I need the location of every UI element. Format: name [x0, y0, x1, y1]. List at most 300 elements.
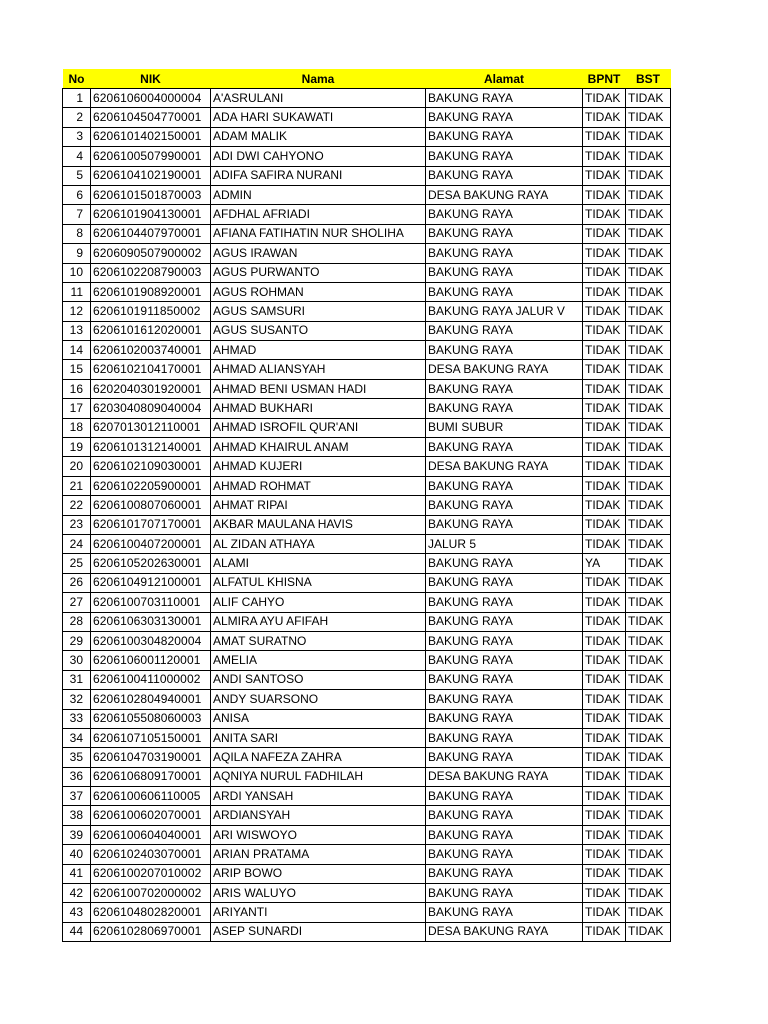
cell-bpnt: TIDAK: [583, 670, 626, 689]
cell-bpnt: TIDAK: [583, 438, 626, 457]
cell-nik: 6206101402150001: [91, 127, 211, 146]
cell-nama: AKBAR MAULANA HAVIS: [211, 515, 426, 534]
cell-alamat: BAKUNG RAYA: [426, 205, 583, 224]
table-row: [63, 166, 671, 185]
cell-bpnt: YA: [583, 554, 626, 573]
cell-bpnt: TIDAK: [583, 573, 626, 592]
cell-nama: ALIF CAHYO: [211, 593, 426, 612]
cell-nama: AHMAD KHAIRUL ANAM: [211, 438, 426, 457]
cell-bpnt: TIDAK: [583, 767, 626, 786]
cell-no: 5: [63, 166, 91, 185]
cell-no: 4: [63, 147, 91, 166]
table-row: [63, 593, 671, 612]
cell-nik: 6206107105150001: [91, 728, 211, 747]
cell-bst: TIDAK: [626, 806, 671, 825]
cell-no: 29: [63, 631, 91, 650]
cell-no: 15: [63, 360, 91, 379]
cell-nama: ADI DWI CAHYONO: [211, 147, 426, 166]
cell-nama: A'ASRULANI: [211, 89, 426, 108]
cell-bst: TIDAK: [626, 476, 671, 495]
cell-nama: AHMAD ROHMAT: [211, 476, 426, 495]
cell-no: 18: [63, 418, 91, 437]
cell-bst: TIDAK: [626, 224, 671, 243]
cell-nik: 6206102109030001: [91, 457, 211, 476]
cell-alamat: BAKUNG RAYA: [426, 903, 583, 922]
cell-alamat: DESA BAKUNG RAYA: [426, 457, 583, 476]
cell-no: 7: [63, 205, 91, 224]
cell-nama: ARIAN PRATAMA: [211, 845, 426, 864]
cell-nik: 6206102208790003: [91, 263, 211, 282]
cell-nama: AGUS IRAWAN: [211, 244, 426, 263]
cell-no: 43: [63, 903, 91, 922]
cell-alamat: DESA BAKUNG RAYA: [426, 360, 583, 379]
cell-nik: 6206101904130001: [91, 205, 211, 224]
header-nik: NIK: [91, 69, 211, 89]
cell-no: 13: [63, 321, 91, 340]
cell-bst: TIDAK: [626, 89, 671, 108]
cell-alamat: JALUR 5: [426, 534, 583, 553]
cell-bst: TIDAK: [626, 554, 671, 573]
cell-nama: AHMAD ISROFIL QUR'ANI: [211, 418, 426, 437]
table-row: [63, 108, 671, 127]
cell-no: 20: [63, 457, 91, 476]
cell-alamat: BAKUNG RAYA: [426, 89, 583, 108]
cell-alamat: BAKUNG RAYA: [426, 166, 583, 185]
cell-bst: TIDAK: [626, 108, 671, 127]
cell-no: 32: [63, 690, 91, 709]
cell-bpnt: TIDAK: [583, 360, 626, 379]
cell-bpnt: TIDAK: [583, 282, 626, 301]
cell-alamat: BAKUNG RAYA: [426, 573, 583, 592]
table-row: [63, 748, 671, 767]
cell-nama: AHMAD: [211, 341, 426, 360]
cell-bst: TIDAK: [626, 864, 671, 883]
cell-alamat: BAKUNG RAYA: [426, 884, 583, 903]
cell-bpnt: TIDAK: [583, 864, 626, 883]
cell-bpnt: TIDAK: [583, 321, 626, 340]
cell-alamat: BAKUNG RAYA: [426, 399, 583, 418]
cell-no: 21: [63, 476, 91, 495]
table-row: [63, 321, 671, 340]
cell-alamat: BAKUNG RAYA: [426, 651, 583, 670]
cell-bpnt: TIDAK: [583, 612, 626, 631]
cell-bst: TIDAK: [626, 341, 671, 360]
table-row: [63, 903, 671, 922]
cell-bpnt: TIDAK: [583, 399, 626, 418]
cell-nik: 6206101501870003: [91, 185, 211, 204]
cell-alamat: BAKUNG RAYA: [426, 748, 583, 767]
cell-alamat: BAKUNG RAYA: [426, 554, 583, 573]
cell-alamat: BAKUNG RAYA: [426, 438, 583, 457]
table-row: [63, 476, 671, 495]
cell-nik: 6206100702000002: [91, 884, 211, 903]
cell-bpnt: TIDAK: [583, 690, 626, 709]
table-row: [63, 690, 671, 709]
cell-no: 37: [63, 787, 91, 806]
cell-nama: ADA HARI SUKAWATI: [211, 108, 426, 127]
cell-bst: TIDAK: [626, 457, 671, 476]
cell-alamat: BAKUNG RAYA: [426, 825, 583, 844]
cell-nik: 6206105508060003: [91, 709, 211, 728]
cell-alamat: BAKUNG RAYA: [426, 845, 583, 864]
cell-no: 42: [63, 884, 91, 903]
cell-nik: 6206102804940001: [91, 690, 211, 709]
cell-no: 16: [63, 379, 91, 398]
table-row: [63, 825, 671, 844]
cell-nama: ARIYANTI: [211, 903, 426, 922]
cell-alamat: BAKUNG RAYA: [426, 108, 583, 127]
cell-bst: TIDAK: [626, 438, 671, 457]
cell-nama: ARDI YANSAH: [211, 787, 426, 806]
cell-bpnt: TIDAK: [583, 166, 626, 185]
cell-nik: 6206101312140001: [91, 438, 211, 457]
cell-no: 11: [63, 282, 91, 301]
cell-bpnt: TIDAK: [583, 205, 626, 224]
cell-bst: TIDAK: [626, 573, 671, 592]
cell-bst: TIDAK: [626, 515, 671, 534]
cell-no: 8: [63, 224, 91, 243]
cell-no: 30: [63, 651, 91, 670]
cell-bst: TIDAK: [626, 302, 671, 321]
cell-no: 12: [63, 302, 91, 321]
cell-bst: TIDAK: [626, 767, 671, 786]
cell-alamat: BAKUNG RAYA: [426, 321, 583, 340]
cell-no: 23: [63, 515, 91, 534]
table-row: [63, 496, 671, 515]
cell-alamat: BAKUNG RAYA: [426, 864, 583, 883]
cell-nik: 6206101908920001: [91, 282, 211, 301]
cell-nik: 6207013012110001: [91, 418, 211, 437]
cell-bst: TIDAK: [626, 593, 671, 612]
cell-alamat: BAKUNG RAYA: [426, 728, 583, 747]
cell-nama: AQILA NAFEZA ZAHRA: [211, 748, 426, 767]
cell-bpnt: TIDAK: [583, 534, 626, 553]
cell-alamat: BAKUNG RAYA: [426, 690, 583, 709]
cell-nama: AQNIYA NURUL FADHILAH: [211, 767, 426, 786]
cell-bst: TIDAK: [626, 185, 671, 204]
cell-nama: ALMIRA AYU AFIFAH: [211, 612, 426, 631]
cell-nama: AMAT SURATNO: [211, 631, 426, 650]
table-row: [63, 399, 671, 418]
table-row: [63, 573, 671, 592]
table-row: [63, 922, 671, 941]
table-row: [63, 185, 671, 204]
cell-nama: ADMIN: [211, 185, 426, 204]
table-body: [63, 89, 671, 942]
cell-nik: 6202040301920001: [91, 379, 211, 398]
cell-nama: AGUS SAMSURI: [211, 302, 426, 321]
table-row: [63, 709, 671, 728]
cell-bst: TIDAK: [626, 360, 671, 379]
table-row: [63, 767, 671, 786]
table-row: [63, 379, 671, 398]
cell-bpnt: TIDAK: [583, 147, 626, 166]
cell-nama: AHMAD KUJERI: [211, 457, 426, 476]
cell-nik: 6206104102190001: [91, 166, 211, 185]
cell-no: 10: [63, 263, 91, 282]
cell-bst: TIDAK: [626, 166, 671, 185]
cell-nama: ALAMI: [211, 554, 426, 573]
cell-no: 41: [63, 864, 91, 883]
cell-nama: AHMAD BENI USMAN HADI: [211, 379, 426, 398]
cell-bpnt: TIDAK: [583, 476, 626, 495]
cell-alamat: BAKUNG RAYA: [426, 379, 583, 398]
table-row: [63, 554, 671, 573]
header-no: No: [63, 69, 91, 89]
cell-alamat: BAKUNG RAYA: [426, 631, 583, 650]
cell-nama: ANDI SANTOSO: [211, 670, 426, 689]
table-row: [63, 360, 671, 379]
table-row: [63, 728, 671, 747]
cell-bst: TIDAK: [626, 282, 671, 301]
cell-no: 24: [63, 534, 91, 553]
cell-nik: 6206106001120001: [91, 651, 211, 670]
cell-nik: 6206101612020001: [91, 321, 211, 340]
cell-bpnt: TIDAK: [583, 884, 626, 903]
cell-nik: 6206104802820001: [91, 903, 211, 922]
cell-nik: 6206106809170001: [91, 767, 211, 786]
header-bst: BST: [626, 69, 671, 89]
cell-bpnt: TIDAK: [583, 127, 626, 146]
cell-nama: AFIANA FATIHATIN NUR SHOLIHA: [211, 224, 426, 243]
cell-bpnt: TIDAK: [583, 302, 626, 321]
cell-alamat: BAKUNG RAYA: [426, 709, 583, 728]
table-row: [63, 515, 671, 534]
cell-bst: TIDAK: [626, 379, 671, 398]
cell-bpnt: TIDAK: [583, 379, 626, 398]
cell-nik: 6206106303130001: [91, 612, 211, 631]
cell-bst: TIDAK: [626, 845, 671, 864]
cell-nama: AMELIA: [211, 651, 426, 670]
cell-nik: 6206100602070001: [91, 806, 211, 825]
cell-nama: ANISA: [211, 709, 426, 728]
table-row: [63, 127, 671, 146]
cell-bpnt: TIDAK: [583, 748, 626, 767]
cell-no: 36: [63, 767, 91, 786]
cell-bpnt: TIDAK: [583, 263, 626, 282]
cell-nama: ARIS WALUYO: [211, 884, 426, 903]
cell-bst: TIDAK: [626, 787, 671, 806]
cell-nik: 6206100207010002: [91, 864, 211, 883]
table-row: [63, 670, 671, 689]
table-row: [63, 534, 671, 553]
cell-bpnt: TIDAK: [583, 418, 626, 437]
cell-alamat: DESA BAKUNG RAYA: [426, 922, 583, 941]
table-row: [63, 89, 671, 108]
cell-nama: ARI WISWOYO: [211, 825, 426, 844]
cell-bst: TIDAK: [626, 244, 671, 263]
cell-bst: TIDAK: [626, 748, 671, 767]
cell-bpnt: TIDAK: [583, 787, 626, 806]
header-row: [63, 69, 671, 89]
cell-bst: TIDAK: [626, 884, 671, 903]
cell-no: 2: [63, 108, 91, 127]
cell-nik: 6206100407200001: [91, 534, 211, 553]
cell-bpnt: TIDAK: [583, 224, 626, 243]
cell-bst: TIDAK: [626, 825, 671, 844]
cell-no: 39: [63, 825, 91, 844]
cell-nama: ARDIANSYAH: [211, 806, 426, 825]
cell-nama: AGUS SUSANTO: [211, 321, 426, 340]
cell-no: 9: [63, 244, 91, 263]
cell-no: 1: [63, 89, 91, 108]
cell-nik: 6206102104170001: [91, 360, 211, 379]
cell-no: 35: [63, 748, 91, 767]
cell-alamat: BAKUNG RAYA: [426, 127, 583, 146]
cell-bpnt: TIDAK: [583, 922, 626, 941]
cell-no: 34: [63, 728, 91, 747]
table-row: [63, 224, 671, 243]
cell-bst: TIDAK: [626, 922, 671, 941]
table-row: [63, 457, 671, 476]
table-row: [63, 845, 671, 864]
cell-bst: TIDAK: [626, 263, 671, 282]
cell-bpnt: TIDAK: [583, 631, 626, 650]
cell-bpnt: TIDAK: [583, 825, 626, 844]
cell-alamat: BUMI SUBUR: [426, 418, 583, 437]
table-row: [63, 651, 671, 670]
cell-bst: TIDAK: [626, 399, 671, 418]
cell-no: 38: [63, 806, 91, 825]
cell-no: 17: [63, 399, 91, 418]
cell-bpnt: TIDAK: [583, 341, 626, 360]
cell-bst: TIDAK: [626, 631, 671, 650]
cell-bst: TIDAK: [626, 651, 671, 670]
table-row: [63, 418, 671, 437]
cell-alamat: BAKUNG RAYA: [426, 263, 583, 282]
cell-nama: AL ZIDAN ATHAYA: [211, 534, 426, 553]
cell-nama: AHMAT RIPAI: [211, 496, 426, 515]
cell-alamat: BAKUNG RAYA: [426, 282, 583, 301]
cell-no: 3: [63, 127, 91, 146]
cell-no: 28: [63, 612, 91, 631]
cell-alamat: BAKUNG RAYA: [426, 244, 583, 263]
cell-no: 27: [63, 593, 91, 612]
cell-alamat: BAKUNG RAYA: [426, 593, 583, 612]
cell-alamat: BAKUNG RAYA: [426, 670, 583, 689]
table-row: [63, 787, 671, 806]
cell-bst: TIDAK: [626, 534, 671, 553]
cell-nik: 6206106004000004: [91, 89, 211, 108]
cell-alamat: BAKUNG RAYA: [426, 341, 583, 360]
cell-alamat: BAKUNG RAYA: [426, 476, 583, 495]
cell-nama: AHMAD ALIANSYAH: [211, 360, 426, 379]
cell-no: 31: [63, 670, 91, 689]
cell-no: 22: [63, 496, 91, 515]
table-row: [63, 341, 671, 360]
cell-nik: 6206100604040001: [91, 825, 211, 844]
cell-bpnt: TIDAK: [583, 728, 626, 747]
cell-bst: TIDAK: [626, 496, 671, 515]
cell-no: 26: [63, 573, 91, 592]
cell-bpnt: TIDAK: [583, 806, 626, 825]
cell-nik: 6206100507990001: [91, 147, 211, 166]
header-bpnt: BPNT: [583, 69, 626, 89]
cell-alamat: BAKUNG RAYA: [426, 224, 583, 243]
cell-nama: ASEP SUNARDI: [211, 922, 426, 941]
cell-nama: ANITA SARI: [211, 728, 426, 747]
cell-bst: TIDAK: [626, 709, 671, 728]
cell-nik: 6206100411000002: [91, 670, 211, 689]
cell-bst: TIDAK: [626, 321, 671, 340]
cell-bst: TIDAK: [626, 127, 671, 146]
cell-nik: 6206101707170001: [91, 515, 211, 534]
table-row: [63, 612, 671, 631]
cell-bpnt: TIDAK: [583, 515, 626, 534]
cell-nik: 6206102003740001: [91, 341, 211, 360]
cell-alamat: BAKUNG RAYA: [426, 147, 583, 166]
table-row: [63, 205, 671, 224]
cell-bpnt: TIDAK: [583, 593, 626, 612]
cell-bpnt: TIDAK: [583, 709, 626, 728]
cell-bpnt: TIDAK: [583, 185, 626, 204]
cell-nik: 6206104703190001: [91, 748, 211, 767]
cell-nama: AGUS PURWANTO: [211, 263, 426, 282]
cell-nik: 6206102205900001: [91, 476, 211, 495]
cell-bpnt: TIDAK: [583, 89, 626, 108]
cell-alamat: BAKUNG RAYA: [426, 496, 583, 515]
cell-bpnt: TIDAK: [583, 457, 626, 476]
cell-bst: TIDAK: [626, 903, 671, 922]
header-alamat: Alamat: [426, 69, 583, 89]
cell-bst: TIDAK: [626, 728, 671, 747]
cell-no: 33: [63, 709, 91, 728]
cell-alamat: BAKUNG RAYA: [426, 806, 583, 825]
cell-nik: 6206100606110005: [91, 787, 211, 806]
cell-nik: 6206102806970001: [91, 922, 211, 941]
cell-no: 6: [63, 185, 91, 204]
table-row: [63, 864, 671, 883]
cell-no: 19: [63, 438, 91, 457]
cell-no: 40: [63, 845, 91, 864]
cell-alamat: DESA BAKUNG RAYA: [426, 185, 583, 204]
cell-nik: 6203040809040004: [91, 399, 211, 418]
cell-nama: AHMAD BUKHARI: [211, 399, 426, 418]
cell-nama: ARIP BOWO: [211, 864, 426, 883]
cell-nama: ADAM MALIK: [211, 127, 426, 146]
cell-nama: ADIFA SAFIRA NURANI: [211, 166, 426, 185]
cell-nik: 6206105202630001: [91, 554, 211, 573]
table-row: [63, 244, 671, 263]
cell-nik: 6206102403070001: [91, 845, 211, 864]
cell-bst: TIDAK: [626, 670, 671, 689]
cell-no: 44: [63, 922, 91, 941]
table-row: [63, 806, 671, 825]
cell-bst: TIDAK: [626, 205, 671, 224]
cell-alamat: BAKUNG RAYA: [426, 515, 583, 534]
table-row: [63, 147, 671, 166]
cell-bpnt: TIDAK: [583, 845, 626, 864]
cell-nik: 6206100703110001: [91, 593, 211, 612]
cell-bpnt: TIDAK: [583, 108, 626, 127]
cell-nik: 6206104504770001: [91, 108, 211, 127]
cell-bst: TIDAK: [626, 418, 671, 437]
cell-alamat: BAKUNG RAYA: [426, 787, 583, 806]
cell-bpnt: TIDAK: [583, 903, 626, 922]
cell-nama: AGUS ROHMAN: [211, 282, 426, 301]
cell-nik: 6206100807060001: [91, 496, 211, 515]
cell-bst: TIDAK: [626, 147, 671, 166]
cell-bpnt: TIDAK: [583, 496, 626, 515]
table-row: [63, 631, 671, 650]
cell-nik: 6206101911850002: [91, 302, 211, 321]
cell-bst: TIDAK: [626, 612, 671, 631]
table-row: [63, 263, 671, 282]
cell-bpnt: TIDAK: [583, 651, 626, 670]
cell-no: 25: [63, 554, 91, 573]
table-row: [63, 302, 671, 321]
cell-nik: 6206100304820004: [91, 631, 211, 650]
